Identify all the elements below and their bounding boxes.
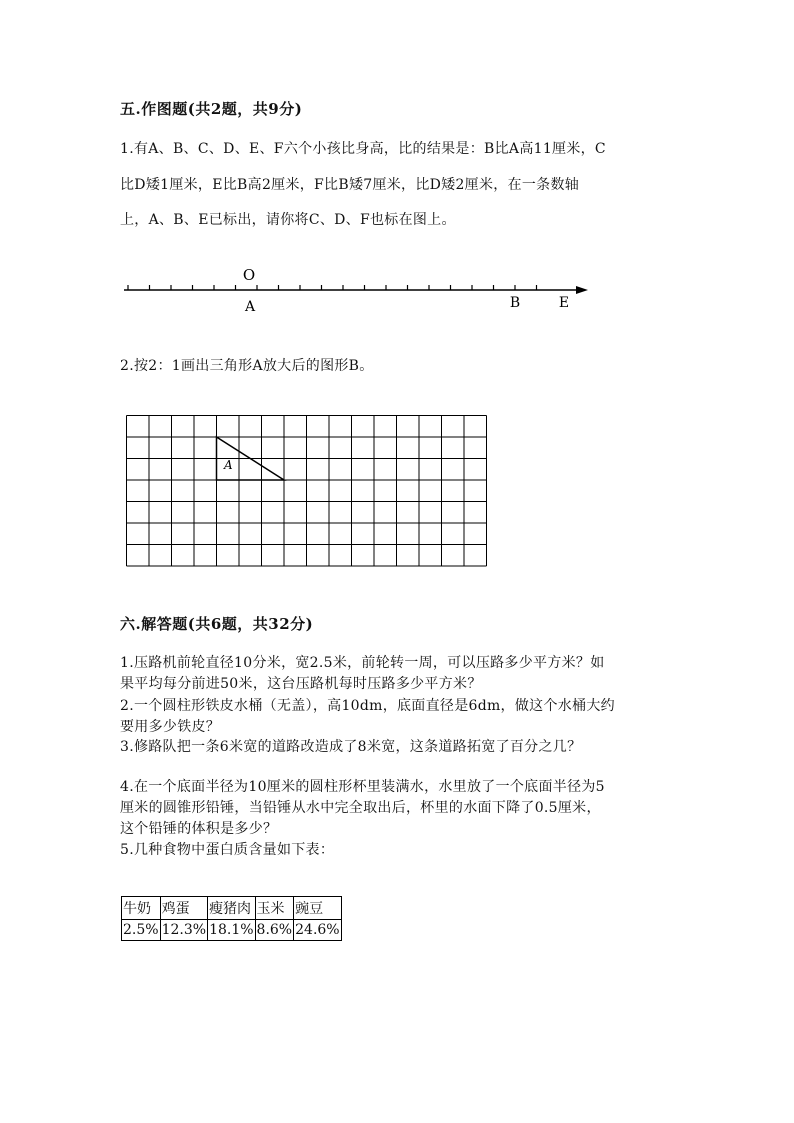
grid-figure: [124, 412, 490, 568]
s6-q2-line-2: 要用多少铁皮？: [120, 719, 221, 735]
q1-line-3: 上，A、B、E已标出，请你将C、D、F也标在图上。: [120, 212, 456, 228]
q2-text: 2.按2：1画出三角形A放大后的图形B。: [120, 358, 374, 374]
protein-table: [121, 896, 342, 941]
point-a-label: A: [244, 299, 256, 315]
s6-q1-line-1: 1.压路机前轮直径10分米，宽2.5米，前轮转一周，可以压路多少平方米？如: [120, 655, 605, 671]
q1-line-1: 1.有A、B、C、D、E、F六个小孩比身高，比的结果是：B比A高11厘米，C: [120, 141, 606, 157]
value-cell: 8.6%: [255, 920, 294, 941]
triangle-a-label: A: [224, 458, 233, 472]
header-cell: 鸡蛋: [160, 897, 207, 920]
s6-q4-line-2: 厘米的圆锥形铅锤，当铅锤从水中完全取出后，杯里的水面下降了0.5厘米，: [120, 800, 601, 816]
header-cell: 豌豆: [294, 897, 341, 920]
s6-q1-line-2: 果平均每分前进50米，这台压路机每时压路多少平方米？: [120, 676, 482, 692]
s6-q3-line-1: 3.修路队把一条6米宽的道路改造成了8米宽，这条道路拓宽了百分之几？: [120, 739, 582, 755]
s6-q4-line-3: 这个铅锤的体积是多少？: [120, 821, 278, 837]
value-cell: 24.6%: [294, 920, 341, 941]
value-cell: 2.5%: [122, 920, 161, 941]
section5-title: 五.作图题(共2题，共9分): [120, 100, 303, 118]
number-line: [110, 258, 610, 318]
point-b-label: B: [509, 295, 521, 311]
point-e-label: E: [558, 295, 570, 311]
s6-q4-line-1: 4.在一个底面半径为10厘米的圆柱形杯里装满水，水里放了一个底面半径为5: [120, 779, 605, 795]
section6-title: 六.解答题(共6题，共32分): [120, 615, 314, 633]
q1-line-2: 比D矮1厘米，E比B高2厘米，F比B矮7厘米，比D矮2厘米，在一条数轴: [120, 177, 580, 193]
header-cell: 瘦猪肉: [208, 897, 255, 920]
header-cell: 牛奶: [122, 897, 161, 920]
s6-q5-line-1: 5.几种食物中蛋白质含量如下表：: [120, 842, 335, 858]
origin-label: O: [242, 266, 256, 284]
s6-q2-line-1: 2.一个圆柱形铁皮水桶（无盖），高10dm，底面直径是6dm，做这个水桶大约: [120, 698, 615, 714]
table-header-row: [122, 897, 342, 920]
value-cell: 12.3%: [160, 920, 207, 941]
value-cell: 18.1%: [208, 920, 255, 941]
header-cell: 玉米: [255, 897, 294, 920]
table-row: [122, 920, 342, 941]
